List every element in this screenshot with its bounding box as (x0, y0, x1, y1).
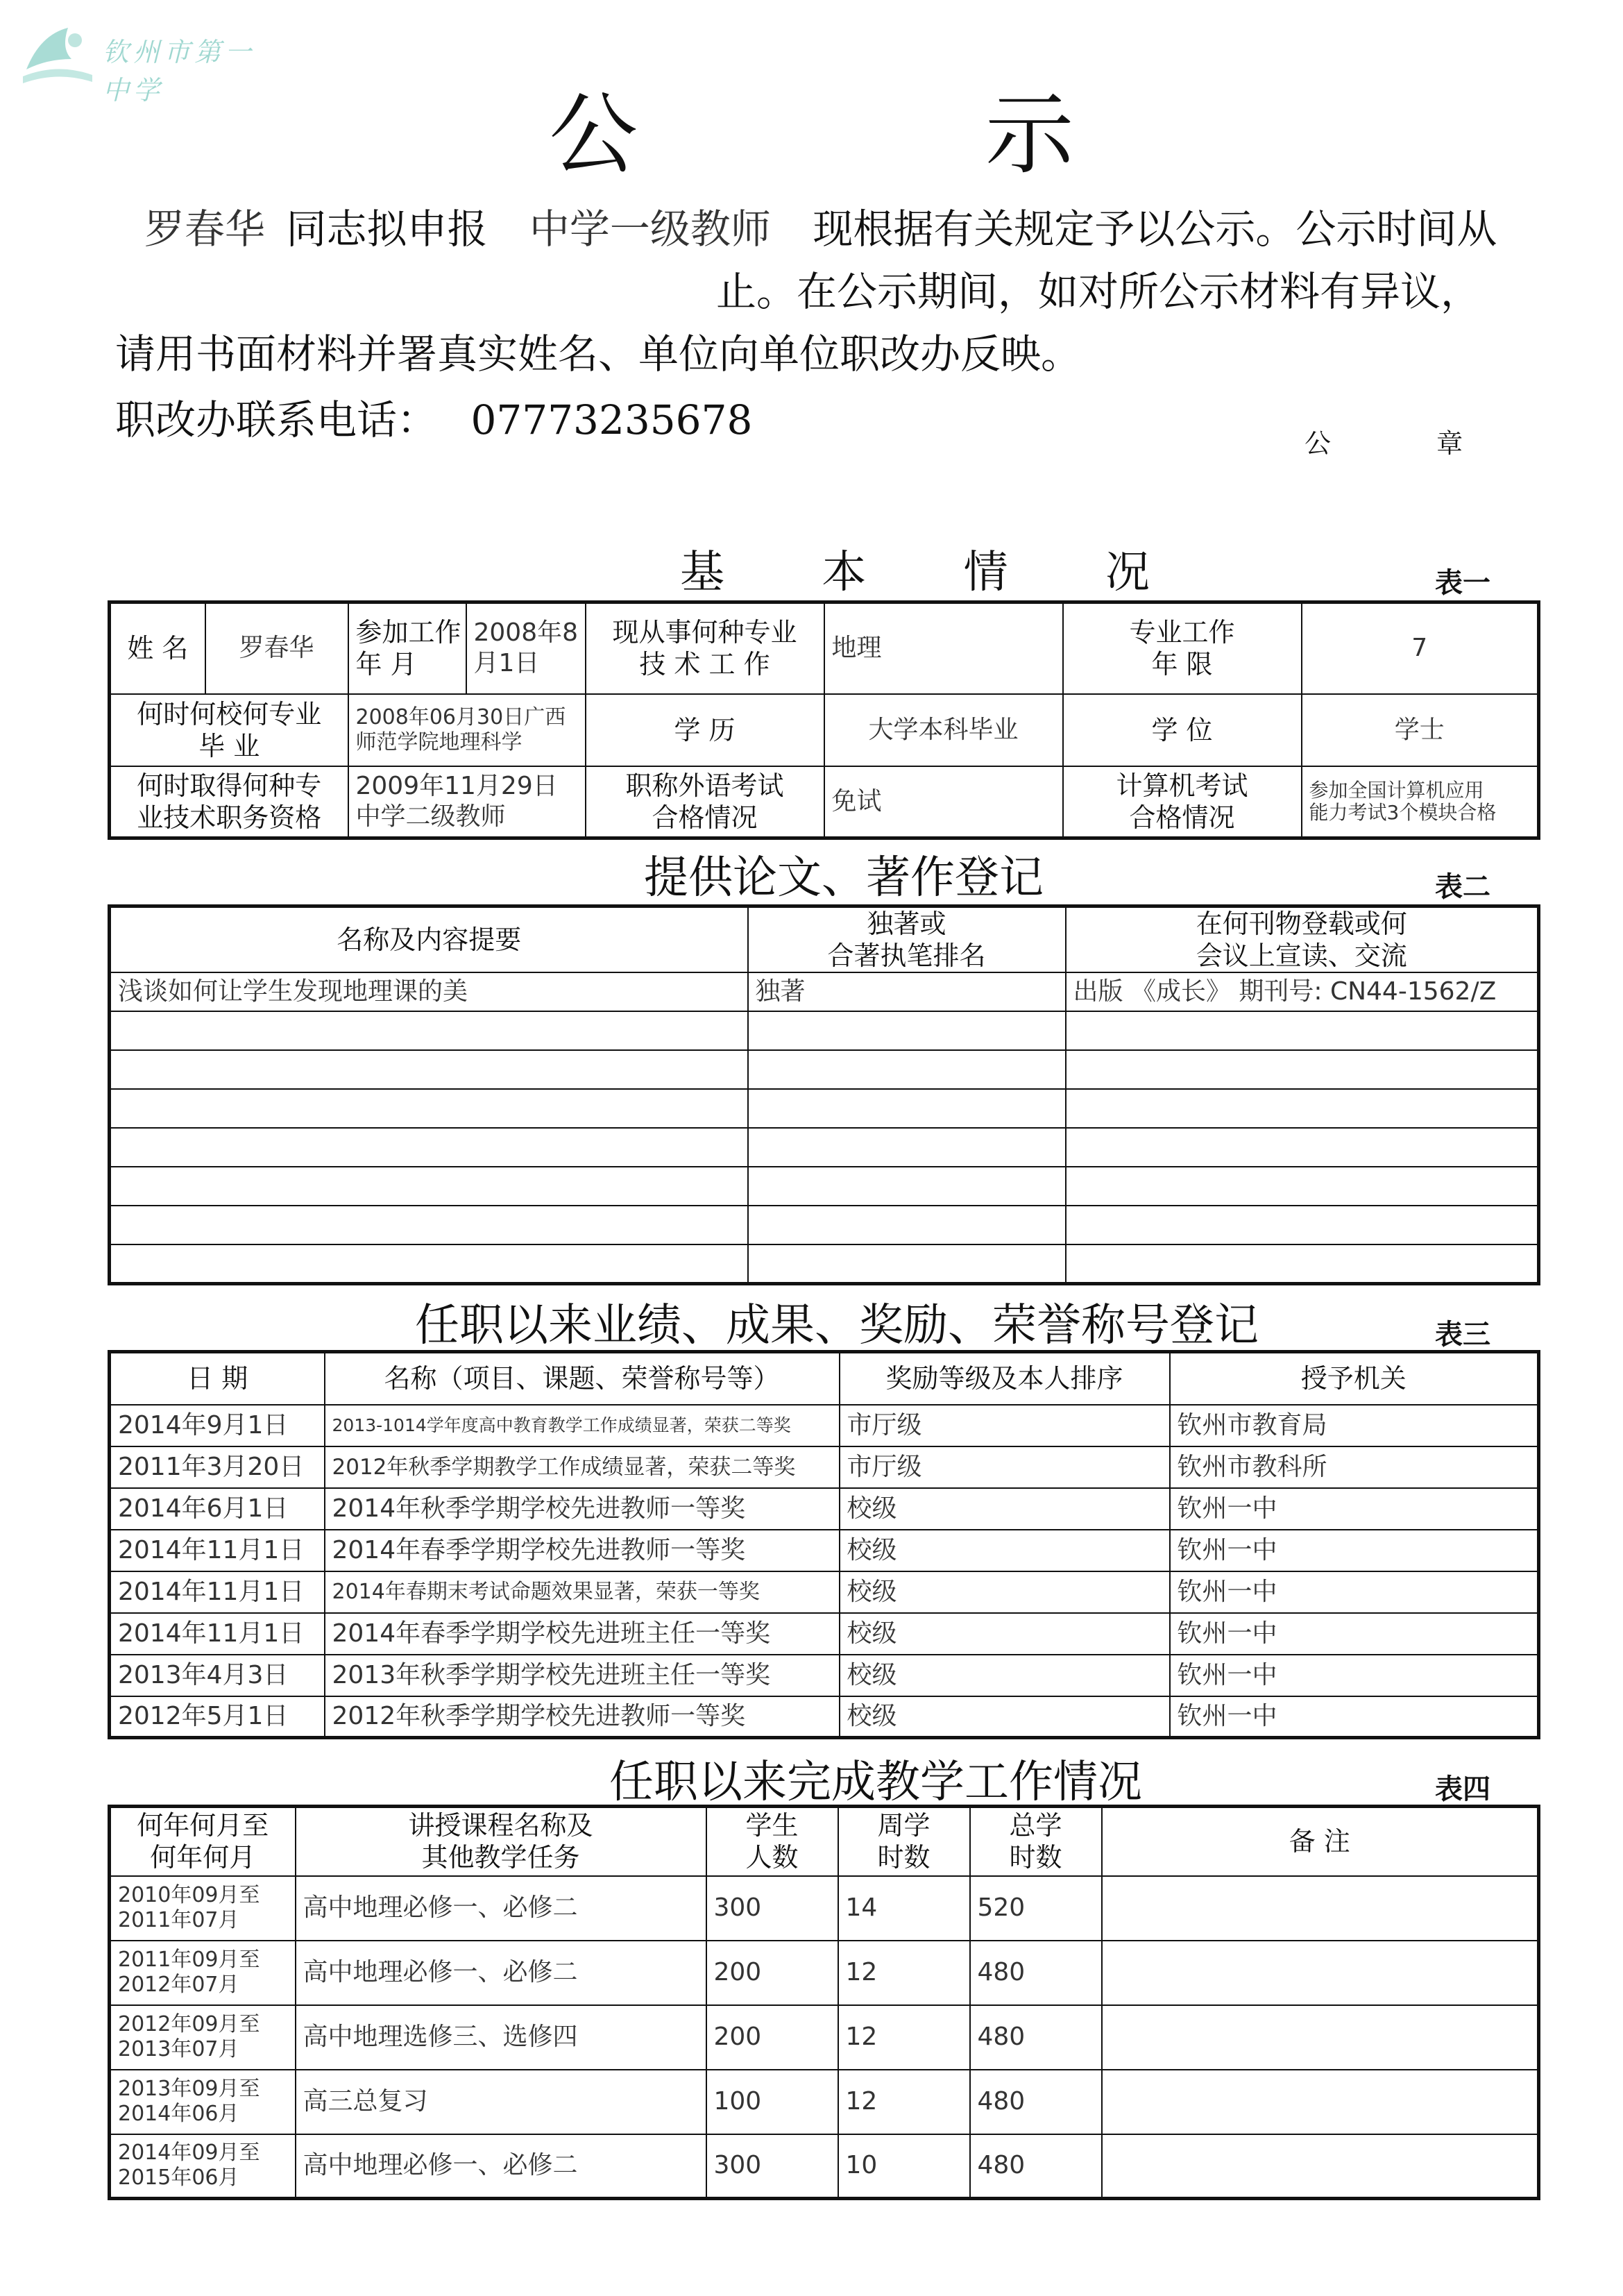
table-row (110, 2134, 1539, 2199)
table-row (110, 1089, 1539, 1128)
achievement-level: 校级 (840, 1488, 1170, 1530)
table-row (110, 1244, 1539, 1283)
achievement-org: 钦州市教科所 (1170, 1446, 1539, 1488)
teaching-period: 2012年09月至 2013年07月 (110, 2005, 296, 2070)
qualification-label: 何时取得何种专 业技术职务资格 (110, 766, 348, 838)
table-row (110, 1167, 1539, 1206)
empty-cell (748, 1206, 1066, 1244)
achievements-table (108, 1350, 1540, 1739)
empty-cell (110, 1050, 748, 1089)
achievement-name: 2014年春期末考试命题效果显著，荣获一等奖 (325, 1571, 840, 1613)
graduation-label: 何时何校何专业 毕 业 (110, 694, 348, 766)
achievements-header-name: 名称（项目、课题、荣誉称号等） (325, 1352, 840, 1405)
achievement-org: 钦州市教育局 (1170, 1405, 1539, 1446)
achievement-name: 2014年春季学期学校先进教师一等奖 (325, 1530, 840, 1571)
notice-title: 公 示 (549, 83, 1234, 187)
table-row (110, 1446, 1539, 1488)
table-row (110, 1613, 1539, 1655)
table3-number: 表三 (1435, 1319, 1490, 1351)
achievement-name: 2013年秋季学期学校先进班主任一等奖 (325, 1655, 840, 1696)
table-row (110, 1941, 1539, 2005)
empty-cell (1066, 1128, 1539, 1167)
table-row (110, 1050, 1539, 1089)
achievement-date: 2013年4月3日 (110, 1655, 325, 1696)
table1-number: 表一 (1435, 567, 1490, 599)
degree-value: 学士 (1302, 694, 1539, 766)
achievement-date: 2012年5月1日 (110, 1696, 325, 1738)
school-logo-icon (19, 21, 96, 87)
teaching-note (1102, 1941, 1539, 2005)
teaching-weekly-hours: 12 (838, 2005, 970, 2070)
teaching-students: 100 (706, 2070, 838, 2134)
table-row (110, 1655, 1539, 1696)
teaching-note (1102, 1876, 1539, 1941)
work-start-label: 参加工作 年 月 (348, 602, 466, 694)
teaching-course: 高中地理必修一、必修二 (296, 1876, 706, 1941)
empty-cell (748, 1167, 1066, 1206)
work-years-label: 专业工作 年 限 (1063, 602, 1302, 694)
table2-title: 提供论文、著作登记 (644, 852, 1044, 904)
empty-cell (110, 1167, 748, 1206)
degree-label: 学 位 (1063, 694, 1302, 766)
teaching-header-total: 总学 时数 (970, 1807, 1102, 1876)
papers-header-name: 名称及内容提要 (110, 906, 748, 973)
teaching-students: 200 (706, 1941, 838, 2005)
achievement-org: 钦州一中 (1170, 1655, 1539, 1696)
teaching-note (1102, 2070, 1539, 2134)
achievement-level: 市厅级 (840, 1405, 1170, 1446)
phone-number: 07773235678 (470, 396, 753, 444)
table-row (110, 1876, 1539, 1941)
achievements-header-level: 奖励等级及本人排序 (840, 1352, 1170, 1405)
achievement-org: 钦州一中 (1170, 1613, 1539, 1655)
achievement-date: 2014年6月1日 (110, 1488, 325, 1530)
achievement-name: 2014年春季学期学校先进班主任一等奖 (325, 1613, 840, 1655)
achievement-date: 2014年11月1日 (110, 1613, 325, 1655)
teaching-header-note: 备 注 (1102, 1807, 1539, 1876)
table-row (110, 1128, 1539, 1167)
teaching-header-period: 何年何月至 何年何月 (110, 1807, 296, 1876)
teaching-weekly-hours: 14 (838, 1876, 970, 1941)
specialty-label: 现从事何种专业 技 术 工 作 (586, 602, 824, 694)
specialty-value: 地理 (824, 602, 1063, 694)
table-row (110, 1696, 1539, 1738)
achievement-org: 钦州一中 (1170, 1530, 1539, 1571)
table-row (110, 1488, 1539, 1530)
teaching-note (1102, 2134, 1539, 2199)
teaching-period: 2011年09月至 2012年07月 (110, 1941, 296, 2005)
empty-cell (748, 1089, 1066, 1128)
teaching-students: 300 (706, 2134, 838, 2199)
achievement-org: 钦州一中 (1170, 1571, 1539, 1613)
work-start-value: 2008年8 月1日 (466, 602, 586, 694)
official-seal-label: 公 章 (1305, 428, 1512, 459)
empty-cell (1066, 1206, 1539, 1244)
teaching-weekly-hours: 10 (838, 2134, 970, 2199)
teaching-weekly-hours: 12 (838, 2070, 970, 2134)
foreign-language-label: 职称外语考试 合格情况 (586, 766, 824, 838)
empty-cell (110, 1244, 748, 1283)
empty-cell (110, 1206, 748, 1244)
achievement-name: 2012年秋季学期学校先进教师一等奖 (325, 1696, 840, 1738)
graduation-value: 2008年06月30日广西 师范学院地理科学 (348, 694, 586, 766)
teaching-period: 2013年09月至 2014年06月 (110, 2070, 296, 2134)
teaching-students: 300 (706, 1876, 838, 1941)
empty-cell (1066, 1244, 1539, 1283)
papers-header-author: 独著或 合著执笔排名 (748, 906, 1066, 973)
teaching-note (1102, 2005, 1539, 2070)
foreign-language-value: 免试 (824, 766, 1063, 838)
paper-author: 独著 (748, 972, 1066, 1011)
teaching-total-hours: 520 (970, 1876, 1102, 1941)
table3-title: 任职以来业绩、成果、奖励、荣誉称号登记 (415, 1300, 1259, 1351)
teaching-total-hours: 480 (970, 2134, 1102, 2199)
empty-cell (110, 1011, 748, 1050)
teaching-weekly-hours: 12 (838, 1941, 970, 2005)
empty-cell (748, 1244, 1066, 1283)
notice-line-3: 请用书面材料并署真实姓名、单位向单位职改办反映。 (115, 330, 1082, 378)
teaching-course: 高中地理必修一、必修二 (296, 1941, 706, 2005)
empty-cell (748, 1128, 1066, 1167)
table2-number: 表二 (1435, 871, 1490, 903)
table4-title: 任职以来完成教学工作情况 (609, 1757, 1142, 1808)
teaching-course: 高三总复习 (296, 2070, 706, 2134)
achievement-org: 钦州一中 (1170, 1488, 1539, 1530)
notice-apply-text: 同志拟申报 (286, 205, 488, 253)
achievement-level: 校级 (840, 1571, 1170, 1613)
teaching-period: 2014年09月至 2015年06月 (110, 2134, 296, 2199)
teaching-table (108, 1805, 1540, 2200)
applied-title: 中学一级教师 (529, 205, 771, 253)
empty-cell (110, 1089, 748, 1128)
teaching-period: 2010年09月至 2011年07月 (110, 1876, 296, 1941)
achievements-header-org: 授予机关 (1170, 1352, 1539, 1405)
phone-label: 职改办联系电话： (115, 396, 438, 444)
computer-exam-label: 计算机考试 合格情况 (1063, 766, 1302, 838)
teaching-total-hours: 480 (970, 2005, 1102, 2070)
papers-header-publication: 在何刊物登载或何 会议上宣读、交流 (1066, 906, 1539, 973)
empty-cell (1066, 1050, 1539, 1089)
school-logo (19, 21, 283, 105)
teaching-header-students: 学生 人数 (706, 1807, 838, 1876)
table-row (110, 972, 1539, 1011)
table-row (110, 2005, 1539, 2070)
computer-exam-value: 参加全国计算机应用 能力考试3个模块合格 (1302, 766, 1539, 838)
work-years-value: 7 (1302, 602, 1539, 694)
empty-cell (110, 1128, 748, 1167)
candidate-name: 罗春华 (144, 205, 266, 253)
achievement-level: 校级 (840, 1613, 1170, 1655)
table-row (110, 1405, 1539, 1446)
achievement-level: 市厅级 (840, 1446, 1170, 1488)
achievement-level: 校级 (840, 1696, 1170, 1738)
empty-cell (748, 1050, 1066, 1089)
teaching-students: 200 (706, 2005, 838, 2070)
table1-title: 基 本 情 况 (680, 547, 1192, 598)
notice-line-2: 止。在公示期间，如对所公示材料有异议， (716, 268, 1481, 315)
table-row (110, 1530, 1539, 1571)
achievement-date: 2011年3月20日 (110, 1446, 325, 1488)
table-row (110, 1571, 1539, 1613)
table-row (110, 1011, 1539, 1050)
teaching-course: 高中地理必修一、必修二 (296, 2134, 706, 2199)
table-row (110, 2070, 1539, 2134)
name-value: 罗春华 (205, 602, 348, 694)
achievement-date: 2014年11月1日 (110, 1571, 325, 1613)
notice-phone-line (115, 392, 752, 448)
achievement-date: 2014年11月1日 (110, 1530, 325, 1571)
teaching-total-hours: 480 (970, 2070, 1102, 2134)
empty-cell (1066, 1167, 1539, 1206)
name-label: 姓 名 (110, 602, 205, 694)
table-row (110, 1206, 1539, 1244)
education-label: 学 历 (586, 694, 824, 766)
achievement-date: 2014年9月1日 (110, 1405, 325, 1446)
achievement-name: 2012年秋季学期教学工作成绩显著，荣获二等奖 (325, 1446, 840, 1488)
papers-table (108, 904, 1540, 1285)
paper-name: 浅谈如何让学生发现地理课的美 (110, 972, 748, 1011)
achievement-level: 校级 (840, 1655, 1170, 1696)
achievements-header-date: 日 期 (110, 1352, 325, 1405)
notice-line-1 (144, 201, 1497, 257)
table4-number: 表四 (1435, 1773, 1490, 1805)
empty-cell (748, 1011, 1066, 1050)
empty-cell (1066, 1011, 1539, 1050)
school-logo-text: 钦州市第一中学 (103, 37, 256, 105)
education-value: 大学本科毕业 (824, 694, 1063, 766)
basic-info-table (108, 600, 1540, 840)
teaching-header-weekly: 周学 时数 (838, 1807, 970, 1876)
achievement-org: 钦州一中 (1170, 1696, 1539, 1738)
achievement-name: 2014年秋季学期学校先进教师一等奖 (325, 1488, 840, 1530)
empty-cell (1066, 1089, 1539, 1128)
paper-publication: 出版 《成长》 期刊号: CN44-1562/Z (1066, 972, 1539, 1011)
teaching-header-course: 讲授课程名称及 其他教学任务 (296, 1807, 706, 1876)
teaching-total-hours: 480 (970, 1941, 1102, 2005)
qualification-value: 2009年11月29日 中学二级教师 (348, 766, 586, 838)
teaching-course: 高中地理选修三、选修四 (296, 2005, 706, 2070)
achievement-level: 校级 (840, 1530, 1170, 1571)
notice-rule-text: 现根据有关规定予以公示。公示时间从 (813, 205, 1497, 253)
achievement-name: 2013-1014学年度高中教育教学工作成绩显著，荣获二等奖 (325, 1405, 840, 1446)
